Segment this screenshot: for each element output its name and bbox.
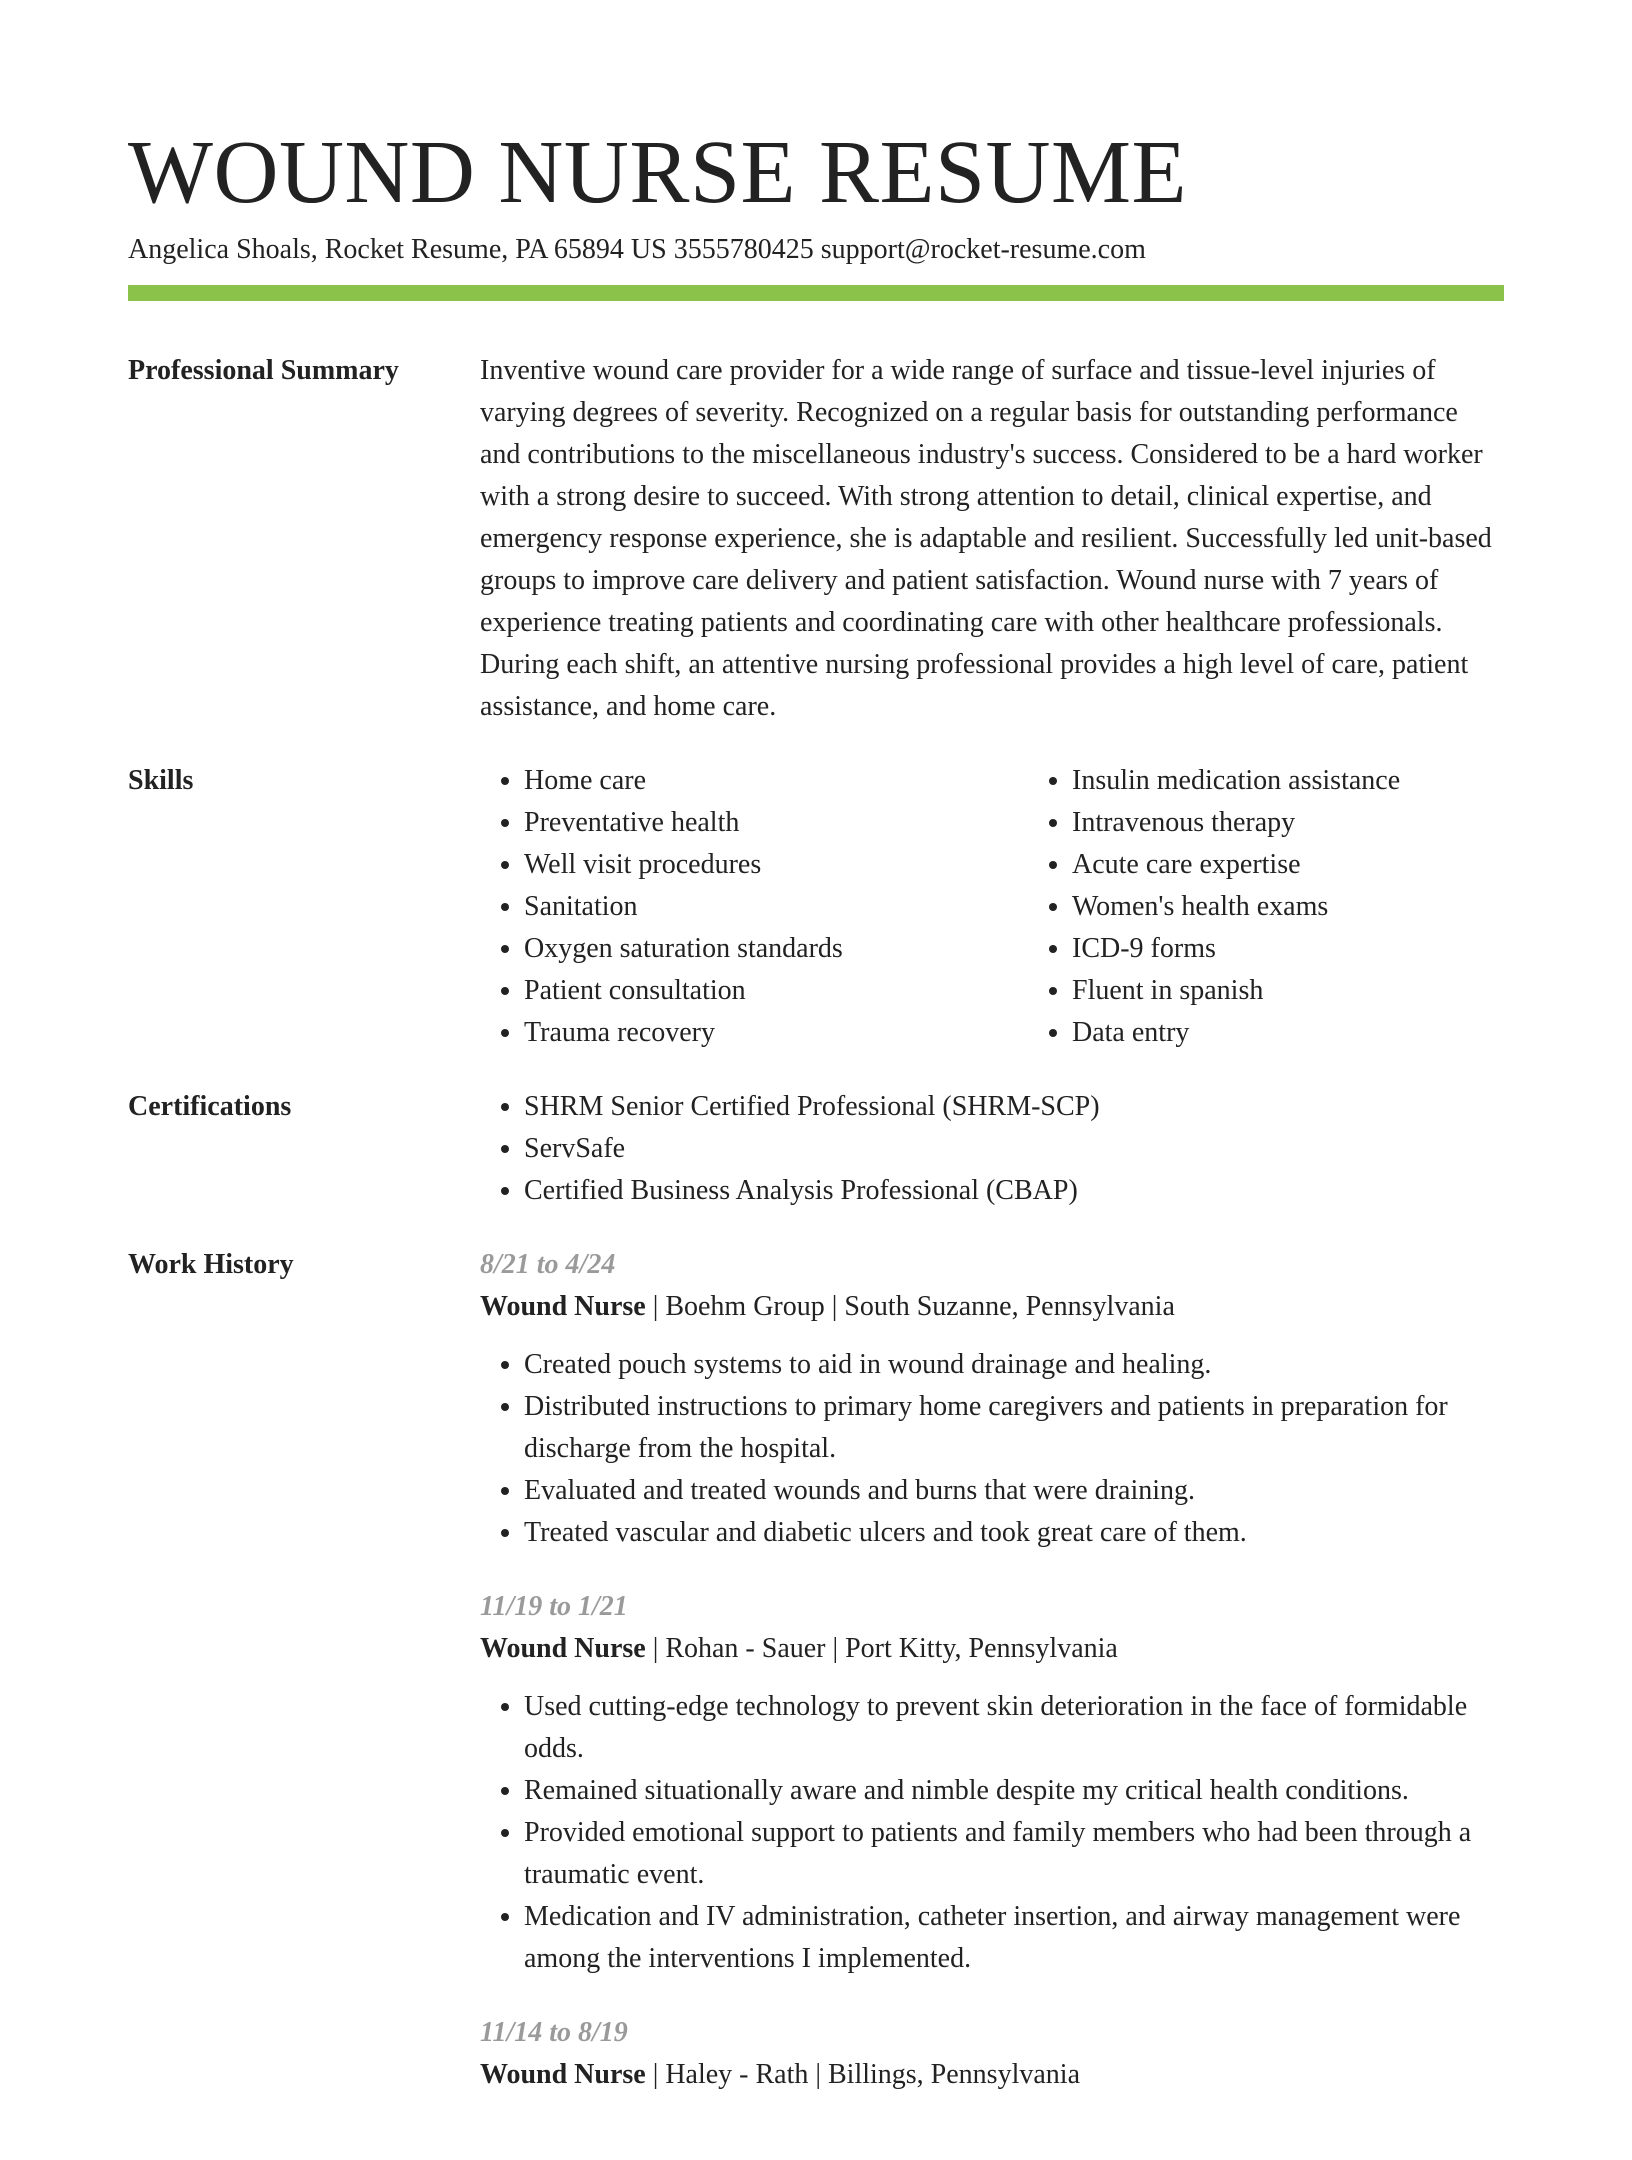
section-content [480,1244,1504,2128]
certifications-section [128,1086,1504,1212]
certifications-list [480,1086,1504,1212]
job-bullet: • Used cutting-edge technology to prevent skin deterioration in the face of formidable odds. [524,1686,1504,1770]
section-label: Certifications [128,1091,292,1122]
resume-sections [128,350,1504,2160]
certification-item: • SHRM Senior Certified Professional (SHRM-SCP) [524,1086,1504,1128]
certification-item: • ServSafe [524,1128,1504,1170]
job-role: Wound Nurse [480,1291,646,1322]
skill-item: • Insulin medication assistance [1072,760,1576,802]
contact-line: Angelica Shoals, Rocket Resume, PA 65894 US 3555780425 support@rocket-resume.com [128,234,1146,265]
section-label: Professional Summary [128,355,399,386]
job-bullets [480,1344,1504,1554]
certification-item: • Certified Business Analysis Professional (CBAP) [524,1170,1504,1212]
skills-list-right [1028,760,1576,1054]
professional-summary-section [128,350,1504,728]
summary-text: Inventive wound care provider for a wide range of surface and tissue-level injuries of varying degrees of severity. Recognized on a regular basis for outstanding performance and contributions to the miscellaneous industry's success. Considered to be a hard worker with a strong desire to succeed. With strong attention to detail, clinical expertise, and emergency response experience, she is adaptable and resilient. Successfully led unit-based groups to improve care delivery and patient satisfaction. Wound nurse with 7 years of experience treating patients and coordinating care with other healthcare professionals. During each shift, an attentive nursing professional provides a high level of care, patient assistance, and home care. [480,355,1492,722]
section-label: Skills [128,765,194,796]
job-employer: | Haley - Rath | Billings, Pennsylvania [645,2059,1080,2090]
work-history-section [128,1244,1504,2128]
header-divider [128,285,1504,301]
job-dates: 11/14 to 8/19 [480,2017,628,2048]
job-role: Wound Nurse [480,2059,646,2090]
job-bullet: • Created pouch systems to aid in wound drainage and healing. [524,1344,1504,1386]
skills-columns [480,760,1576,1054]
job-bullet: • Evaluated and treated wounds and burns that were draining. [524,1470,1504,1512]
skill-item: • Intravenous therapy [1072,802,1576,844]
section-label: Work History [128,1249,294,1280]
section-content [480,1086,1504,1212]
job-employer: | Rohan - Sauer | Port Kitty, Pennsylvania [645,1633,1118,1664]
skills-section [128,760,1504,1054]
skill-item: • ICD-9 forms [1072,928,1576,970]
skill-item: • Sanitation [524,886,1028,928]
job-entry [480,2012,1504,2096]
job-entry [480,1586,1504,1980]
skill-item: • Women's health exams [1072,886,1576,928]
job-entry [480,1244,1504,1554]
section-content [480,350,1504,728]
job-dates: 8/21 to 4/24 [480,1249,616,1280]
skills-list-left [480,760,1028,1054]
skill-item: • Well visit procedures [524,844,1028,886]
skill-item: • Home care [524,760,1028,802]
job-title-line [480,2054,1504,2096]
job-bullet: • Provided emotional support to patients and family members who had been through a traumatic event. [524,1812,1504,1896]
resume-title: WOUND NURSE RESUME [128,123,1188,222]
job-title-line [480,1286,1504,1328]
skill-item: • Acute care expertise [1072,844,1576,886]
skill-item: • Fluent in spanish [1072,970,1576,1012]
skill-item: • Data entry [1072,1012,1576,1054]
skill-item: • Oxygen saturation standards [524,928,1028,970]
job-bullet: • Distributed instructions to primary home caregivers and patients in preparation for discharge from the hospital. [524,1386,1504,1470]
skill-item: • Trauma recovery [524,1012,1028,1054]
job-employer: | Boehm Group | South Suzanne, Pennsylvania [645,1291,1175,1322]
job-bullet: • Treated vascular and diabetic ulcers and took great care of them. [524,1512,1504,1554]
skill-item: • Patient consultation [524,970,1028,1012]
job-bullet: • Medication and IV administration, catheter insertion, and airway management were among the interventions I implemented. [524,1896,1504,1980]
job-bullet: • Remained situationally aware and nimble despite my critical health conditions. [524,1770,1504,1812]
job-role: Wound Nurse [480,1633,646,1664]
skill-item: • Preventative health [524,802,1028,844]
job-dates: 11/19 to 1/21 [480,1591,628,1622]
job-bullets [480,1686,1504,1980]
job-title-line [480,1628,1504,1670]
